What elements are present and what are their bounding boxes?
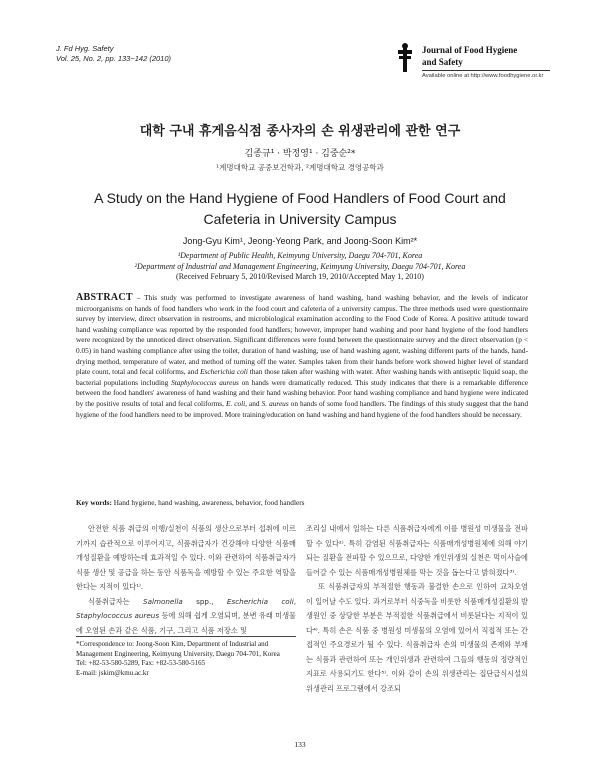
english-title-line2: Cafeteria in University Campus — [203, 211, 397, 227]
keywords-label: Key words: — [76, 498, 112, 507]
english-title — [60, 188, 540, 230]
abstract-organism-4: S. aureus — [261, 398, 289, 408]
body-text: 식품취급자는 — [88, 596, 144, 606]
page-number: 133 — [294, 740, 306, 749]
english-affiliations — [0, 250, 600, 272]
korean-title: 대학 구내 휴게음식점 종사자의 손 위생관리에 관한 연구 — [139, 124, 461, 139]
korean-authors: 김종규¹ · 박정영¹ · 김중순²* — [244, 149, 356, 159]
body-text: 등에 의해 쉽게 오염되며, 분변 유래 미생물에 오염된 손과 같은 식품, 기구, 그리고 식품 저장소 및 — [76, 611, 296, 635]
english-authors: Jong-Gyu Kim¹, Jeong-Yeong Park, and Joong-Soon Kim²* — [182, 236, 418, 246]
organism-name: Escherichia coli — [226, 596, 294, 606]
journal-logo-url[interactable]: Available online at http://www.foodhygiene.or.kr — [422, 73, 544, 79]
abstract-text-2: than those taken after washing with water. After washing hands with antiseptic liquid soap, the bacterial populations including — [76, 367, 528, 387]
english-affiliation-2: ²Department of Industrial and Management Engineering, Keimyung University, Daegu 704-701, Korea — [134, 262, 466, 271]
body-paragraph: 안전한 식품 취급의 이행/실천이 식품의 생산으로부터 섭취에 이르기까지 습관적으로 이루어지고, 식품취급자가 건강해야 다양한 식품매개성질환을 예방하는데 효과적일 수 있다. 이와 관련하여 식품취급자가 식품 생산 및 공급을 하는 동안 식품독을 예방할 수 있는 주요한 역할을 한다는 지적이 있다¹⁾. — [76, 524, 296, 591]
body-paragraph — [76, 595, 296, 639]
body-left-column — [76, 522, 296, 638]
body-right-column — [306, 522, 528, 696]
keywords — [76, 498, 528, 507]
body-paragraph: 또 식품취급자의 부적절한 행동과 불결한 손으로 인하여 교차오염이 일어날 수도 있다. 과거로부터 식중독을 비롯한 식품매개성질환의 발생원인 중 상당한 부분은 부적절한 식품취급에서 비롯된다는 지적이 있다⁴⁾. 특히 손은 식품 중 병원성 미생물의 오염에 있어서 직접적 또는 간접적인 주요경로가 될 수 있다. 식품취급자 손의 미생물의 존재와 부재는 식품과 관련하여 또는 개인위생과 관련하여 그들의 행동의 정량적인 지표로 사용되기도 한다⁵⁾. 이와 같이 손의 위생관리는 집단급식시설의 위생관리 프로그램에서 강조되 — [306, 582, 528, 693]
abstract-text-4: , and — [245, 398, 262, 408]
abstract-organism-2: Staphylococcus aureus — [171, 377, 239, 387]
journal-logo — [396, 40, 556, 86]
journal-logo-title-line2: and Safety — [422, 57, 463, 67]
abstract-text-3: on hands were dramatically reduced. This study indicates that there is a remarkable difference between the food handlers' awareness of hand washing and their hand washing behavior. Poor hand washing compliance and hand hygiene were indicated by the positive results of total and fecal coliforms, — [76, 377, 529, 408]
body-text: spp., — [182, 596, 227, 606]
abstract-text-5: on hands of some food handlers. The findings of this study suggest that the hand hygiene of the food handlers need to be improved. More training/education on hand washing and hand hygiene of the food handlers should be necessary. — [76, 398, 528, 419]
english-title-line1: A Study on the Hand Hygiene of Food Handlers of Food Court and — [94, 190, 506, 206]
abstract-organism-3: E. coli — [225, 398, 246, 408]
korean-affiliation: ¹계명대학교 공중보건학과, ²계명대학교 경영공학과 — [216, 163, 384, 172]
abstract-organism-1: Escherichia coli — [200, 367, 248, 377]
journal-logo-divider — [422, 70, 550, 71]
journal-logo-icon — [396, 42, 414, 74]
journal-citation — [56, 44, 171, 64]
body-paragraph: 조리실 내에서 일하는 다른 식품취급자에게 이를 병원성 미생물을 전파할 수 있다²⁾. 특히 감염된 식품취급자는 식품매개성병원체에 의해 야기되는 질환을 전파할 수 있으므로, 다양한 개인위생의 실천은 먹이사슬에 들어갈 수 있는 식품매개성병원체를 막는 것을 돕는다고 밝혀졌다³⁾. — [306, 524, 528, 577]
received-dates: (Received February 5, 2010/Revised March 19, 2010/Accepted May 1, 2010) — [176, 272, 424, 281]
correspondence-footnote — [76, 640, 296, 678]
abstract-text-1: – This study was performed to investigate awareness of hand washing, hand washing behavior, and the levels of indicator microorganisms on hands of food handlers who work in the food court and cafeteria of a university campus. The three methods used were questionnaire survey by interview, direct observation in restrooms, and microbiological examination according to the Food Code of Korea. A positive attitude toward hand washing compliance was reported by the responded food handlers; however, improper hand washing and poor hand hygiene of the food handlers were recognized by the unnoticed direct observation. Significant differences were found between the questionnaire survey and the direct observation (p < 0.05) in hand washing compliance after using the toilet, duration of hand washing, use of hand washing agent, washing different parts of the hands, hand-drying method, temperature of water, and method of turning off the water. Samples taken from their hands before work showed higher level of standard plate count, total and fecal coliforms, and — [76, 293, 528, 377]
body-text: , — [293, 596, 296, 606]
journal-volume: Vol. 25, No. 2, pp. 133~142 (2010) — [56, 54, 172, 63]
organism-name: Staphylococcus aureus — [76, 611, 160, 620]
abstract-label: ABSTRACT — [76, 292, 133, 303]
journal-logo-title — [422, 44, 517, 68]
footnote-correspondence: *Correspondence to: Joong-Soon Kim, Department of Industrial and Management Engineering, Keimyung University, Daegu 704-701, Korea — [76, 640, 280, 658]
abstract — [76, 292, 528, 420]
journal-name: J. Fd Hyg. Safety — [56, 44, 114, 53]
keywords-text: Hand hygiene, hand washing, awareness, behavior, food handlers — [111, 498, 305, 507]
footnote-divider — [76, 636, 296, 637]
organism-name: Salmonella — [143, 596, 183, 606]
footnote-phone: Tel: +82-53-580-5289, Fax: +82-53-580-5165 — [76, 659, 206, 668]
journal-logo-title-line1: Journal of Food Hygiene — [422, 45, 518, 55]
english-affiliation-1: ¹Department of Public Health, Keimyung University, Daegu 704-701, Korea — [177, 251, 423, 260]
footnote-email[interactable]: E-mail: jskim@kmu.ac.kr — [76, 668, 149, 677]
